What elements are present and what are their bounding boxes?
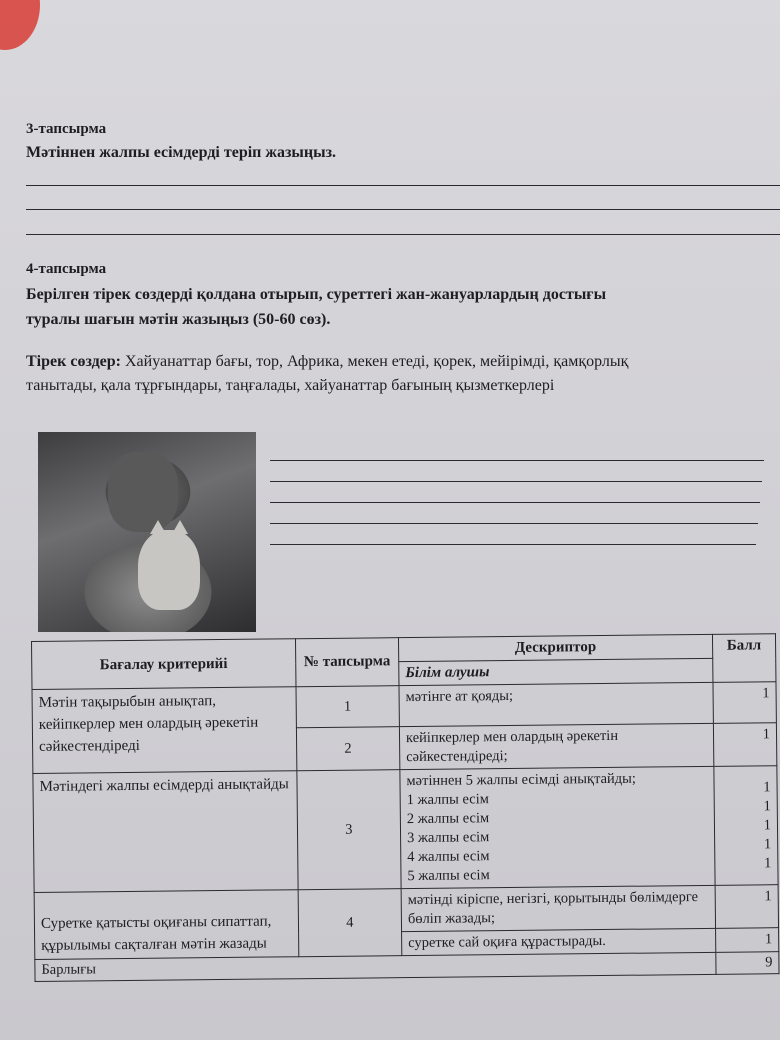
writing-line [270, 523, 758, 524]
answer-line [26, 185, 780, 186]
monkey-shape [108, 452, 178, 532]
task3-instruction: Мәтіннен жалпы есімдерді теріп жазыңыз. [26, 144, 337, 161]
score-cell: 1 [715, 885, 779, 929]
header-score: Балл [712, 634, 776, 683]
task-number-cell: 4 [298, 889, 402, 957]
descriptor-line: 1 жалпы есім [406, 791, 490, 809]
writing-line [270, 460, 764, 461]
descriptor-cell: кейіпкерлер мен олардың әрекетін сәйкестендіреді; [399, 723, 713, 769]
writing-line [270, 544, 756, 545]
score-value: 1 [763, 797, 771, 814]
task4-title: 4-тапсырма [26, 261, 107, 277]
assessment-table [31, 633, 780, 982]
score-value: 1 [763, 816, 772, 833]
score-value: 1 [764, 854, 772, 871]
writing-line [270, 481, 762, 482]
descriptor-line: 4 жалпы есім [407, 848, 490, 866]
criteria-cell: Суретке қатысты оқиғаны сипаттап, құрылымы сақталған мәтін жазады [34, 890, 298, 960]
descriptor-line: 3 жалпы есім [406, 829, 490, 847]
score-cell: 1 [715, 928, 778, 953]
descriptor-line: мәтіннен 5 жалпы есімді анықтайды; [406, 770, 636, 790]
score-cell: 1 [713, 723, 777, 767]
header-learner: Білім алушы [399, 658, 713, 685]
support-words-line1: Хайуанаттар бағы, тор, Африка, мекен етеді, қорек, мейірімді, қамқорлық [125, 353, 629, 370]
answer-line [26, 234, 780, 235]
descriptor-cell: мәтінге ат қояды; [399, 682, 713, 726]
criteria-cell: Мәтіндегі жалпы есімдерді анықтайды [33, 771, 298, 893]
score-cell [714, 766, 778, 886]
header-number: № тапсырма [295, 638, 399, 687]
task-number-cell: 3 [297, 770, 402, 890]
descriptor-line: 2 жалпы есім [406, 810, 490, 828]
criteria-cell: Мәтін тақырыбын анықтап, кейіпкерлер мен олардың әрекетін сәйкестендіреді [32, 687, 297, 774]
header-criteria: Бағалау критерийі [32, 639, 296, 690]
answer-line [26, 209, 780, 210]
task4-instruction-line1: Берілген тірек сөздерді қолдана отырып, суреттегі жан-жануарлардың достығы [26, 286, 607, 303]
task-number-cell: 1 [296, 686, 400, 728]
score-cell: 1 [713, 682, 777, 724]
score-value: 1 [763, 778, 771, 795]
support-label: Тірек сөздер: [26, 353, 121, 370]
task4-instruction-line2: туралы шағын мәтін жазыңыз (50-60 сөз). [26, 311, 331, 328]
descriptor-cell: мәтінді кіріспе, негізгі, қорытынды бөлімдерге бөліп жазады; [401, 885, 715, 931]
task-number-cell: 2 [296, 727, 400, 771]
task3-title: 3-тапсырма [26, 121, 107, 137]
header-descriptor: Дескриптор [398, 634, 712, 661]
cat-shape [138, 530, 200, 610]
descriptor-cell [400, 766, 715, 888]
total-value: 9 [716, 952, 779, 975]
writing-line [270, 502, 760, 503]
descriptor-cell: суретке сай оқиға құрастырады. [402, 928, 716, 955]
score-value: 1 [763, 835, 772, 852]
support-words-line2: танытады, қала тұрғындары, таңғалады, хайуанаттар бағының қызметкерлері [26, 377, 555, 394]
total-label: Барлығы [35, 952, 716, 981]
monkey-cat-photo [38, 432, 256, 632]
support-words [26, 350, 780, 398]
table-row [33, 766, 778, 893]
finger-blur [0, 0, 40, 50]
descriptor-line: 5 жалпы есім [407, 867, 490, 885]
